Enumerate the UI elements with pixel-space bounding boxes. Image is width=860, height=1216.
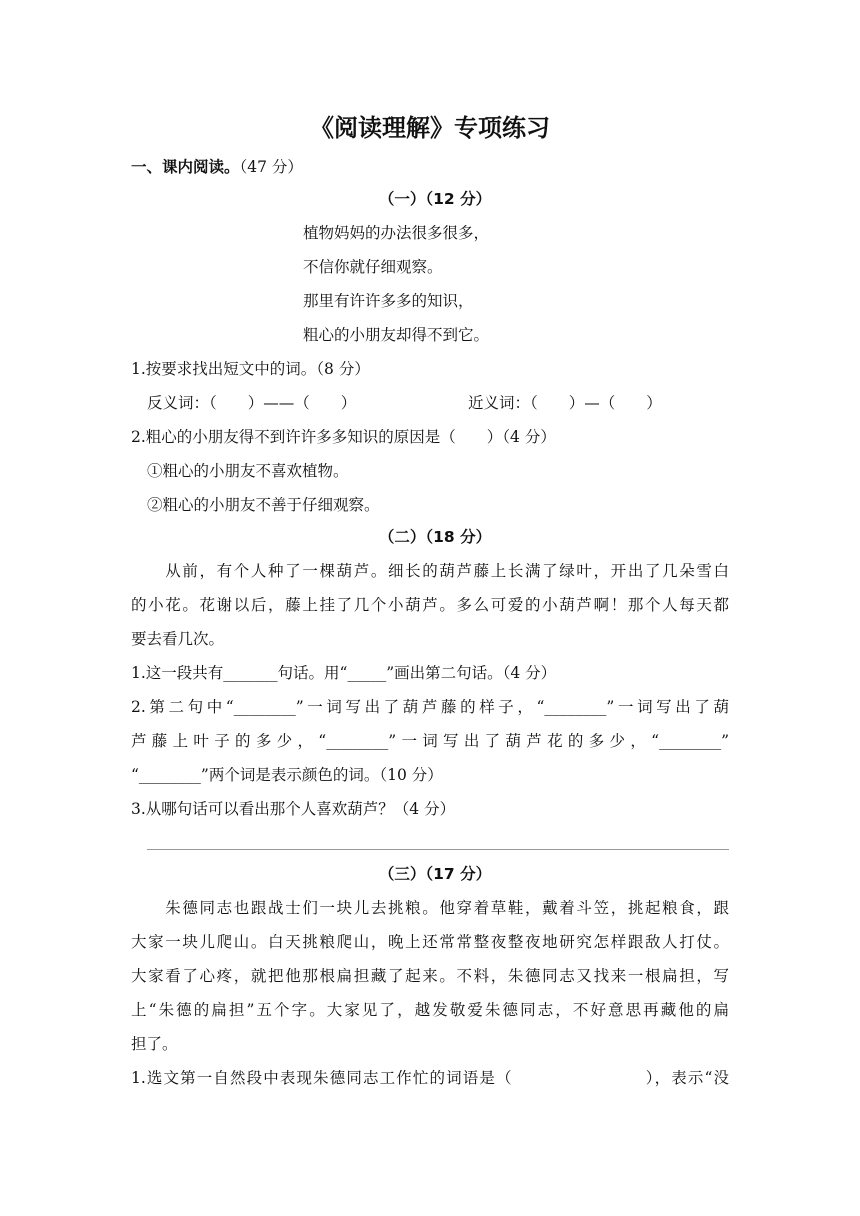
option-1: ①粗心的小朋友不喜欢植物。 — [147, 462, 349, 480]
poem-line: 那里有许许多多的知识， — [303, 292, 474, 310]
page-title: 《阅读理解》专项练习 — [310, 114, 550, 142]
part1-heading-text: （一）（12 分） — [378, 190, 492, 208]
passage-line: 朱德同志也跟战士们一块儿去挑粮。他穿着草鞋，戴着斗笠，挑起粮食，跟 — [131, 899, 729, 917]
question-1[interactable]: 1.这一段共有_______句话。用“_____”画出第二句话。（4 分） — [131, 664, 557, 682]
question-2: 2.粗心的小朋友得不到许许多多知识的原因是（ ）（4 分） — [131, 428, 556, 446]
passage-line: 大家看了心疼，就把他那根扁担藏了起来。不料，朱德同志又找来一根扁担，写 — [131, 967, 729, 985]
synonym-blanks[interactable]: 近义词：（ ）—（ ） — [468, 394, 662, 412]
part2-heading — [0, 530, 860, 546]
passage-line: 上“朱德的扁担”五个字。大家见了，越发敬爱朱德同志，不好意思再藏他的扁 — [131, 1001, 729, 1019]
question-2-line[interactable]: “________”两个词是表示颜色的词。（10 分） — [131, 766, 443, 784]
question-3: 3.从哪句话可以看出那个人喜欢葫芦？（4 分） — [131, 800, 456, 818]
passage-line: 要去看几次。 — [131, 630, 225, 648]
answer-line[interactable] — [147, 849, 729, 850]
section-score: （47 分） — [239, 158, 303, 176]
section-heading-text: 一、课内阅读。 — [131, 158, 240, 176]
poem-line: 不信你就仔细观察。 — [303, 258, 443, 276]
question-1[interactable]: 1.选文第一自然段中表现朱德同志工作忙的词语是（ ），表示“没 — [131, 1069, 729, 1087]
poem-line: 植物妈妈的办法很多很多， — [303, 224, 490, 242]
passage-line: 大家一块儿爬山。白天挑粮爬山，晚上还常常整夜整夜地研究怎样跟敌人打仗。 — [131, 933, 729, 951]
part3-heading-text: （三）（17 分） — [378, 865, 492, 883]
antonym-blanks[interactable]: 反义词：（ ）——（ ） — [147, 394, 357, 412]
passage-line: 的小花。花谢以后，藤上挂了几个小葫芦。多么可爱的小葫芦啊！那个人每天都 — [131, 596, 729, 614]
part3-heading — [0, 867, 860, 883]
section-heading — [131, 160, 303, 176]
poem-line: 粗心的小朋友却得不到它。 — [303, 326, 490, 344]
question-1: 1.按要求找出短文中的词。（8 分） — [131, 360, 370, 378]
question-2-line[interactable]: 2.第二句中“________”一词写出了葫芦藤的样子，“________”一词写出了葫 — [131, 698, 729, 716]
passage-line: 担了。 — [131, 1035, 178, 1053]
part2-heading-text: （二）（18 分） — [378, 528, 492, 546]
passage-line: 从前，有个人种了一棵葫芦。细长的葫芦藤上长满了绿叶，开出了几朵雪白 — [131, 562, 729, 580]
question-2-line[interactable]: 芦藤上叶子的多少，“________”一词写出了葫芦花的多少，“________” — [131, 732, 729, 750]
part1-heading — [0, 192, 860, 208]
option-2: ②粗心的小朋友不善于仔细观察。 — [147, 496, 380, 514]
